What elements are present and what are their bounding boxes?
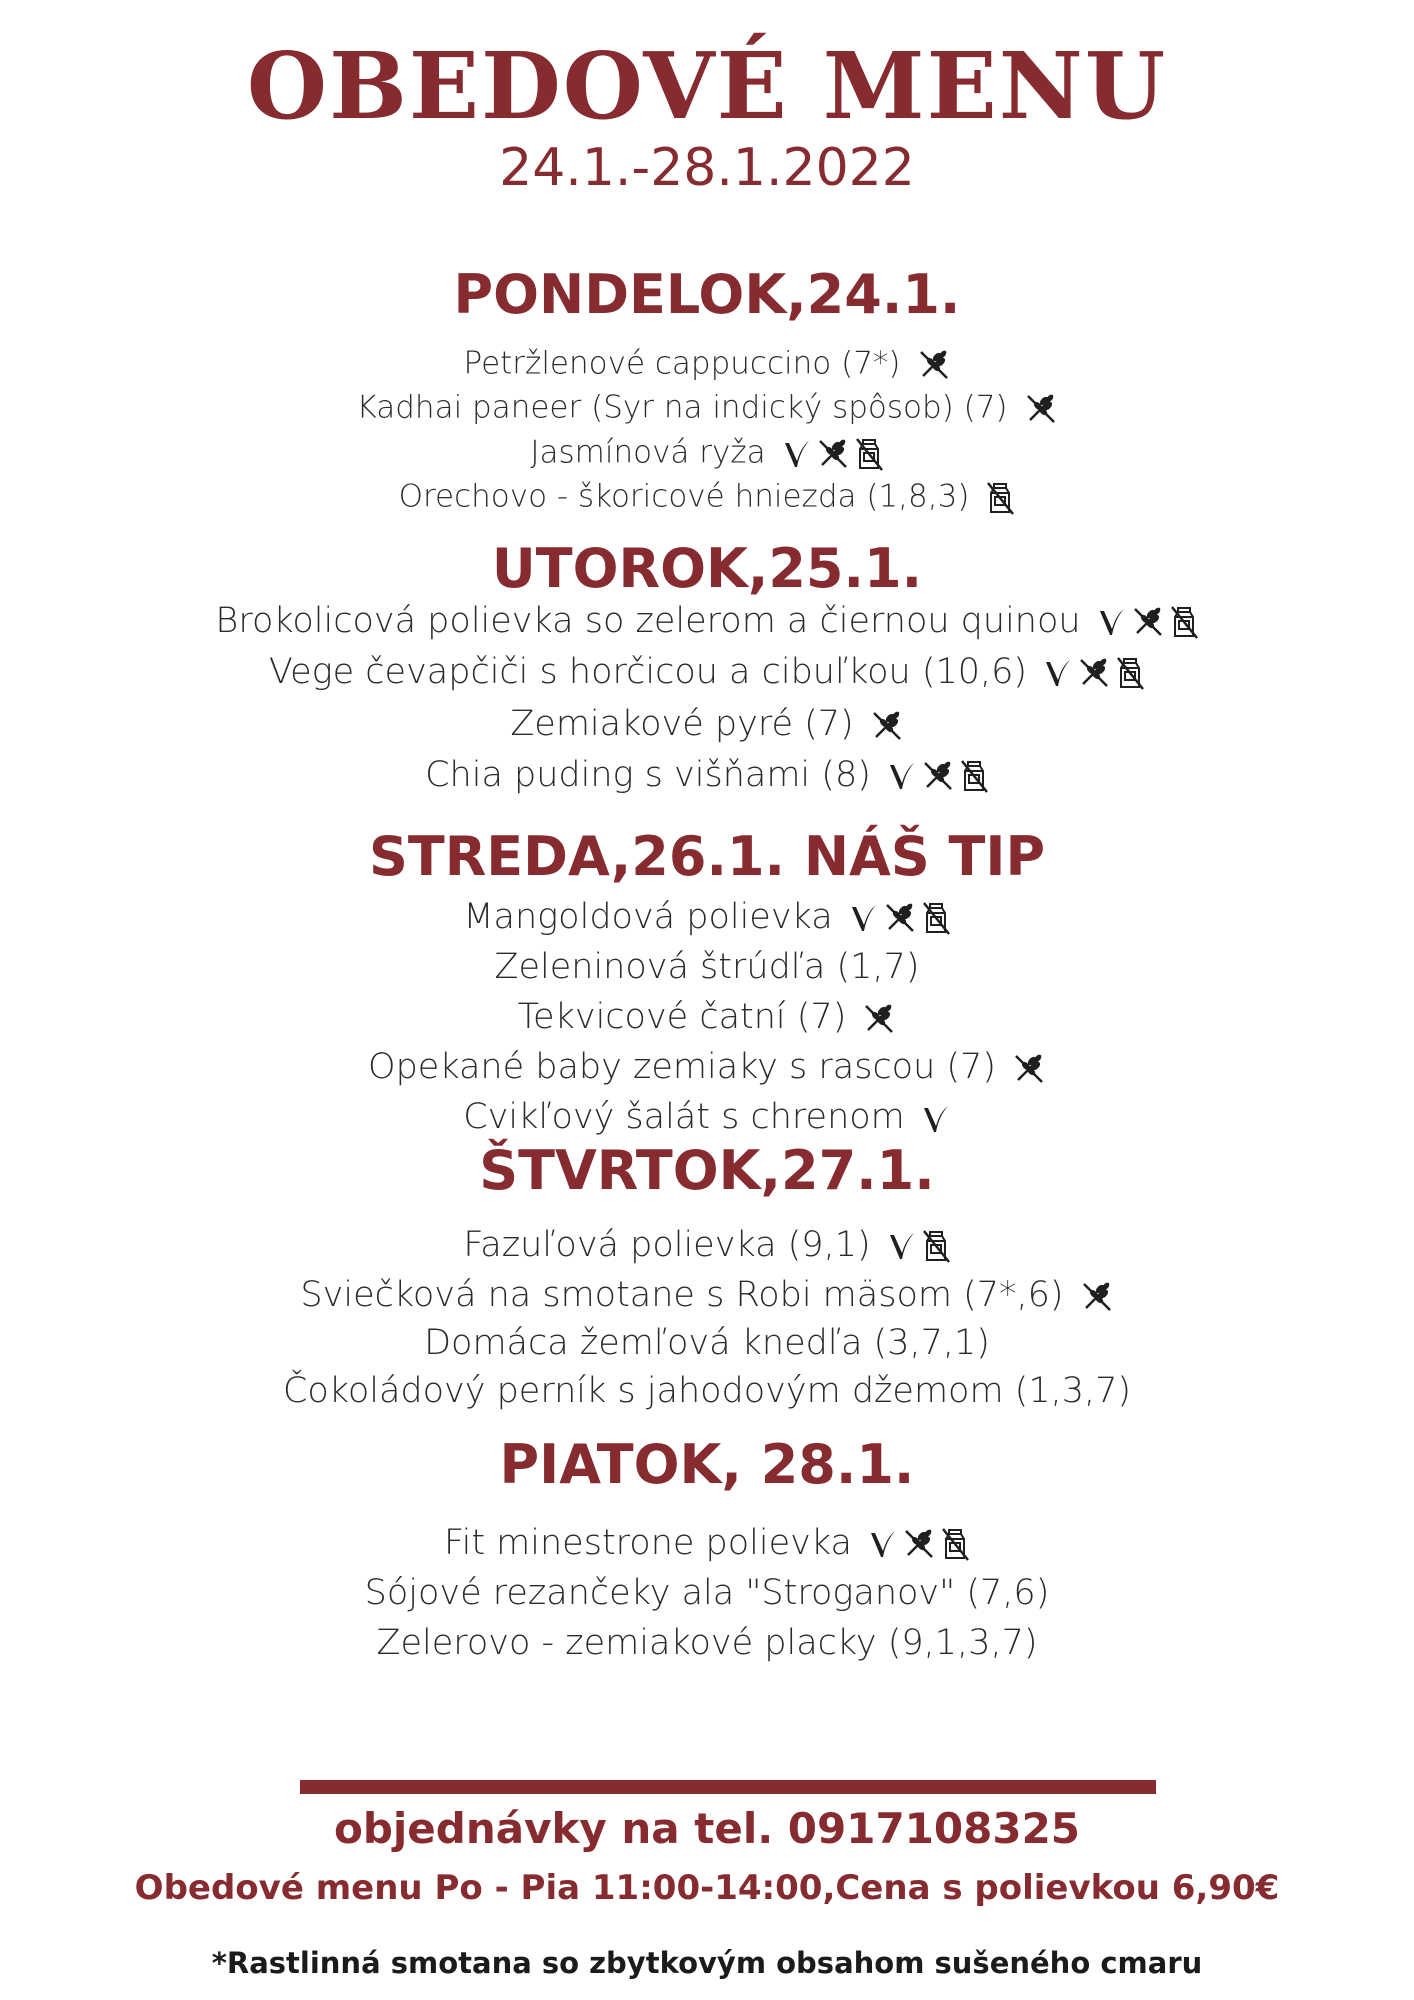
lactose-free-icon: [917, 1225, 951, 1265]
menu-item: [0, 704, 1414, 744]
menu-item-text: Brokolicová polievka so zelerom a čiernou quinou: [215, 601, 1081, 641]
lactose-free-icon: [917, 897, 951, 937]
vegan-icon: [883, 1225, 917, 1265]
menu-item-text: Sójové rezančeky ala "Stroganov" (7,6): [364, 1573, 1050, 1613]
diet-icons: [864, 1526, 970, 1562]
gluten-free-icon: [812, 435, 850, 471]
menu-item: [0, 436, 1414, 472]
lactose-free-icon: [936, 1523, 970, 1563]
menu-item-text: Tekvicové čatní (7): [517, 997, 847, 1037]
menu-item: [0, 1573, 1414, 1613]
menu-item-text: Vege čevapčiči s horčicou a cibuľkou (10,6): [268, 652, 1028, 692]
menu-item: [0, 601, 1414, 641]
gluten-free-icon: [1008, 1048, 1046, 1088]
day-heading-thursday: ŠTVRTOK,27.1.: [479, 1139, 935, 1202]
menu-item-text: Sviečková na smotane s Robi mäsom (7*,6): [300, 1275, 1064, 1315]
gluten-free-icon: [1020, 390, 1058, 426]
diet-icons: [1020, 392, 1058, 426]
diet-icons: [1076, 1279, 1114, 1314]
diet-icons: [883, 758, 989, 794]
vegan-icon: [845, 897, 879, 937]
menu-item-text: Jasmínová ryža: [530, 434, 766, 471]
gluten-free-icon: [917, 755, 955, 795]
menu-item: [0, 1275, 1414, 1315]
vegan-icon: [1039, 652, 1073, 692]
menu-item: [0, 345, 1414, 382]
gluten-free-icon: [898, 1523, 936, 1563]
menu-item: [0, 1047, 1414, 1087]
menu-item-text: Orechovo - škoricové hniezda (1,8,3): [398, 478, 970, 515]
menu-item-text: Cvikľový šalát s chrenom: [463, 1097, 905, 1137]
diet-icons: [858, 1001, 896, 1036]
menu-item-text: Kadhai paneer (Syr na indický spôsob) (7): [356, 389, 1008, 426]
day-heading-friday: PIATOK, 28.1.: [499, 1433, 915, 1496]
diet-icons: [917, 1101, 951, 1136]
gluten-free-icon: [913, 346, 951, 382]
diet-icons: [778, 436, 884, 472]
lactose-free-icon: [955, 755, 989, 795]
lactose-free-icon: [1165, 601, 1199, 641]
vegan-icon: [778, 435, 812, 471]
menu-item: [0, 1225, 1414, 1265]
menu-item-text: Opekané baby zemiaky s rascou (7): [368, 1047, 996, 1087]
diet-icons: [913, 348, 951, 382]
menu-item: [0, 1323, 1414, 1363]
menu-item-text: Čokoládový perník s jahodovým džemom (1,3,7): [282, 1371, 1132, 1411]
lactose-free-icon: [1111, 652, 1145, 692]
order-phone-line: objednávky na tel. 0917108325: [333, 1804, 1081, 1853]
gluten-free-icon: [1076, 1276, 1114, 1316]
opening-hours-price: Obedové menu Po - Pia 11:00-14:00,Cena s polievkou 6,90€: [134, 1868, 1280, 1908]
diet-icons: [883, 1228, 951, 1264]
diet-icons: [1039, 655, 1145, 691]
gluten-free-icon: [1127, 601, 1165, 641]
menu-item-text: Mangoldová polievka: [463, 897, 833, 937]
gluten-free-icon: [858, 998, 896, 1038]
vegan-icon: [917, 1098, 951, 1138]
menu-title: OBEDOVÉ MENU: [246, 32, 1168, 140]
menu-item: [0, 1623, 1414, 1663]
menu-item: [0, 997, 1414, 1037]
lactose-free-icon: [981, 479, 1015, 515]
menu-item-text: Fazuľová polievka (9,1): [463, 1225, 871, 1265]
menu-item: [0, 947, 1414, 987]
day-heading-wednesday: STREDA,26.1. NÁŠ TIP: [368, 825, 1046, 888]
day-heading-monday: PONDELOK,24.1.: [453, 263, 961, 326]
menu-item: [0, 897, 1414, 937]
menu-item-text: Domáca žemľová knedľa (3,7,1): [424, 1323, 990, 1363]
gluten-free-icon: [866, 705, 904, 745]
diet-icons: [981, 480, 1015, 516]
menu-item-text: Fit minestrone polievka: [444, 1523, 852, 1563]
vegan-icon: [864, 1523, 898, 1563]
vegan-icon: [883, 755, 917, 795]
footer-divider: [300, 1780, 1156, 1794]
diet-icons: [1093, 604, 1199, 640]
footnote: *Rastlinná smotana so zbytkovým obsahom sušeného cmaru: [211, 1946, 1203, 1980]
menu-item: [0, 1523, 1414, 1563]
diet-icons: [1008, 1051, 1046, 1086]
lactose-free-icon: [850, 435, 884, 471]
menu-item-text: Petržlenové cappuccino (7*): [463, 345, 901, 382]
menu-dates: 24.1.-28.1.2022: [499, 138, 915, 198]
menu-item: [0, 1371, 1414, 1411]
menu-item-text: Chia puding s višňami (8): [425, 755, 871, 795]
menu-item-text: Zelerovo - zemiakové placky (9,1,3,7): [376, 1623, 1038, 1663]
day-heading-tuesday: UTOROK,25.1.: [491, 537, 923, 600]
menu-item: [0, 480, 1414, 516]
diet-icons: [845, 900, 951, 936]
menu-item: [0, 1097, 1414, 1137]
gluten-free-icon: [1073, 652, 1111, 692]
menu-item: [0, 755, 1414, 795]
vegan-icon: [1093, 601, 1127, 641]
menu-item-text: Zemiakové pyré (7): [510, 704, 854, 744]
gluten-free-icon: [879, 897, 917, 937]
diet-icons: [866, 708, 904, 743]
menu-item: [0, 652, 1414, 692]
menu-item-text: Zeleninová štrúdľa (1,7): [494, 947, 920, 987]
menu-item: [0, 389, 1414, 426]
